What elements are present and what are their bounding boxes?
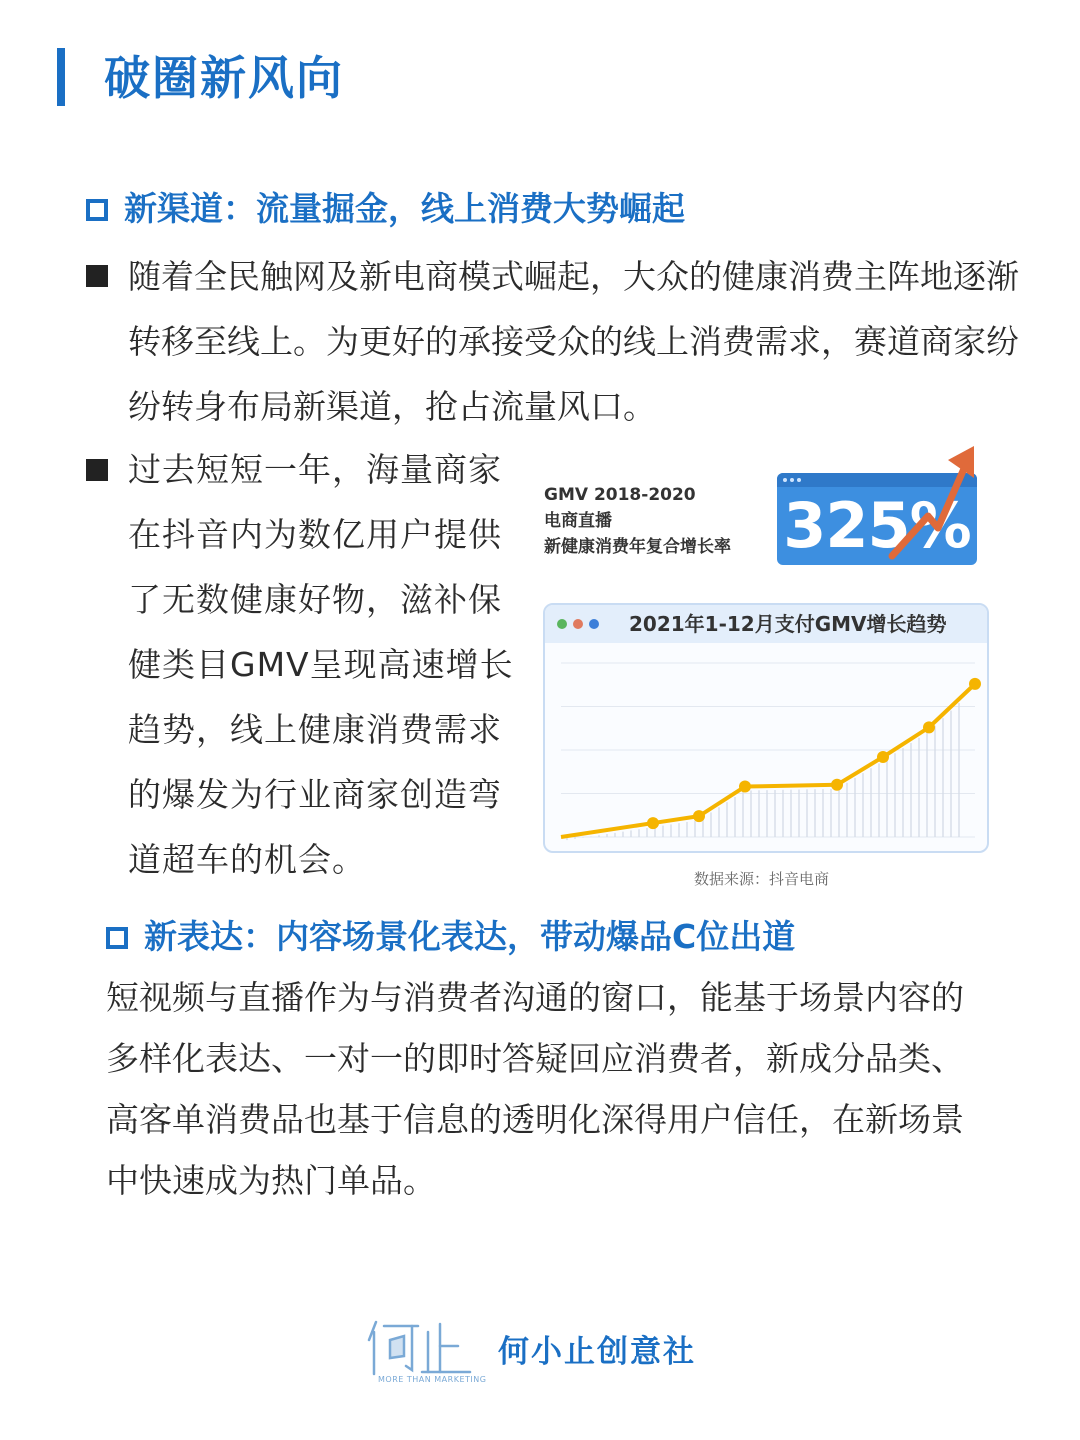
- page-title: 破圈新风向: [104, 51, 344, 105]
- bullet-icon: [86, 265, 108, 287]
- gmv-trend-chart: [543, 603, 989, 853]
- section-heading-new-channel: [86, 186, 685, 232]
- square-bullet-icon: [86, 199, 108, 221]
- data-point: [831, 779, 843, 791]
- gmv-caption-line: GMV 2018-2020: [544, 485, 696, 505]
- data-point: [739, 781, 751, 793]
- paragraph-channel-shift: 随着全民触网及新电商模式崛起，大众的健康消费主阵地逐渐转移至线上。为更好的承接受众的线上消费需求，赛道商家纷纷转身布局新渠道，抢占流量风口。: [128, 257, 1019, 426]
- brand-logo-mark: [366, 1318, 476, 1378]
- section-heading-text: 新渠道：流量掘金，线上消费大势崛起: [124, 189, 685, 228]
- data-point: [969, 678, 981, 690]
- data-point: [877, 751, 889, 763]
- data-point: [693, 810, 705, 822]
- title-accent-bar: [57, 48, 65, 106]
- paragraph-gmv-growth: 过去短短一年，海量商家在抖音内为数亿用户提供了无数健康好物，滋补保健类目GMV呈现高速增长趋势，线上健康消费需求的爆发为行业商家创造弯道超车的机会。: [128, 450, 514, 879]
- growth-arrow-icon: [880, 444, 980, 564]
- paragraph-content-expression: 短视频与直播作为与消费者沟通的窗口，能基于场景内容的多样化表达、一对一的即时答疑回应消费者，新成分品类、高客单消费品也基于信息的透明化深得用户信任，在新场景中快速成为热门单品。: [106, 978, 964, 1200]
- section-heading-new-expression: [106, 914, 795, 960]
- data-point: [647, 817, 659, 829]
- window-dot-icon: [797, 478, 801, 482]
- gmv-caption-line: 新健康消费年复合增长率: [544, 537, 731, 557]
- logo-tagline: MORE THAN MARKETING: [378, 1375, 487, 1384]
- gmv-caption: [544, 482, 731, 560]
- window-dot-icon: [790, 478, 794, 482]
- gmv-caption-line: 电商直播: [544, 511, 612, 531]
- square-bullet-icon: [106, 927, 128, 949]
- data-point: [923, 721, 935, 733]
- data-source: 数据来源：抖音电商: [694, 870, 830, 888]
- window-dot-icon: [783, 478, 787, 482]
- section-heading-text: 新表达：内容场景化表达，带动爆品C位出道: [144, 917, 796, 956]
- brand-name: 何小止创意社: [498, 1334, 696, 1370]
- chart-plot: [545, 605, 989, 853]
- bullet-icon: [86, 459, 108, 481]
- chart-title: 2021年1-12月支付GMV增长趋势: [629, 612, 947, 636]
- growth-rate-value: 325%: [783, 489, 971, 562]
